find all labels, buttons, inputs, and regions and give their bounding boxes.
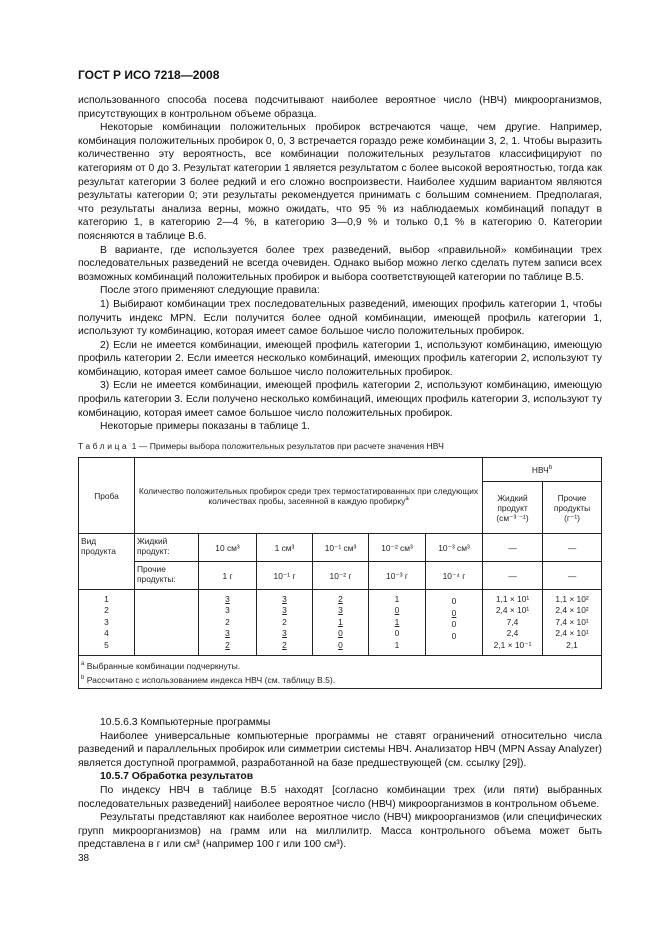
- other-label: Прочие продукты:: [135, 562, 199, 590]
- amount-cell: 10⁻³ г: [369, 562, 426, 590]
- count-column: [313, 590, 369, 656]
- amount-cell: —: [483, 534, 543, 562]
- amount-cell: —: [543, 562, 602, 590]
- amount-cell: —: [543, 534, 602, 562]
- document-header: ГОСТ Р ИСО 7218—2008: [78, 68, 220, 82]
- cell-value: 7,4 × 10¹: [555, 616, 589, 627]
- body-text-top: [78, 94, 602, 434]
- amount-cell: 1 см³: [257, 534, 313, 562]
- paragraph: 2) Если не имеется комбинации, имеющей профиль категории 1, используют комбинацию, имеющую профиль категории 2. Если имеется несколько комбинаций, имеющих профиль категории 2, используют ту комбинацию, которая имеет самое большое число положительных пробирок.: [78, 339, 602, 378]
- cell-value: 1: [394, 639, 400, 650]
- empty-cell: [135, 590, 199, 656]
- cell-value: 3: [282, 605, 287, 616]
- cell-value: 4: [104, 628, 109, 639]
- cell-value: 3: [338, 605, 343, 616]
- cell-value: 2: [225, 616, 230, 627]
- paragraph: использованного способа посева подсчитывают наиболее вероятное число (НВЧ) микроорганизмов, присутствующих в контрольном объеме образца.: [78, 95, 602, 120]
- footnote-b: Рассчитано с использованием индекса НВЧ (см. таблицу В.5).: [86, 674, 336, 685]
- caption-text: 1 — Примеры выбора положительных результатов при расчете значения НВЧ: [129, 441, 444, 451]
- header-other: Прочие продукты (г⁻¹): [543, 482, 602, 534]
- cell-value: 1,1 × 10²: [555, 593, 589, 604]
- cell-value: 0: [338, 628, 343, 639]
- caption-prefix: Таблица: [78, 441, 130, 451]
- cell-value: 1: [338, 616, 343, 627]
- paragraph: После этого применяют следующие правила:: [100, 285, 320, 297]
- cell-value: 3: [225, 628, 230, 639]
- cell-value: 2: [104, 605, 109, 616]
- sample-numbers: [79, 590, 135, 656]
- section-heading: 10.5.7 Обработка результатов: [100, 771, 254, 783]
- cell-value: 1: [394, 593, 400, 604]
- paragraph: В варианте, где используется более трех разведений, выбор «правильной» комбинации трех последовательных разведений не всегда очевиден. Однако выбор можно легко сделать путем записи всех возможных комбинаций положительных пробирок и выбора соответствующей категории по таблице В.5.: [78, 244, 602, 283]
- cell-value: 2: [282, 616, 287, 627]
- amount-cell: 10 см³: [199, 534, 257, 562]
- mpn-other-column: [543, 590, 602, 656]
- section-heading: 10.5.6.3 Компьютерные программы: [100, 717, 271, 728]
- paragraph: Результаты представляют как наиболее вероятное число (НВЧ) микроорганизмов (или специфических групп микроорганизмов) на грамм или на миллилитр. Масса контрольного объема может быть представлена в г или см³ (например 100 г или 100 см³).: [78, 812, 602, 851]
- amount-cell: 10⁻¹ г: [257, 562, 313, 590]
- amount-cell: 10⁻⁴ г: [426, 562, 483, 590]
- amount-cell: —: [483, 562, 543, 590]
- page-number: 38: [78, 853, 90, 864]
- footnote-a: Выбранные комбинации подчеркнуты.: [86, 660, 241, 671]
- cell-value: 0: [451, 619, 457, 629]
- cell-value: 0: [394, 605, 400, 616]
- paragraph: 1) Выбирают комбинации трех последовательных разведений, имеющих профиль категории 1, чтобы получить индекс MPN. Если получится более одной комбинации, имеющей профиль категории 1, используют ту комбинацию, которая имеет самое большое число положительных пробирок.: [78, 298, 602, 338]
- body-text-bottom: [78, 716, 602, 852]
- cell-value: 5: [104, 639, 109, 650]
- paragraph: Наиболее универсальные компьютерные программы не ставят ограничений относительно числа разведений и параллельных пробирок или симметрии системы НВЧ. Анализатор НВЧ (MPN Assay Analyzer) является доступной программой, разработанной на базе предшествующей (см. ссылку [29]).: [78, 730, 602, 769]
- table-caption: [78, 441, 444, 451]
- amount-cell: 10⁻³ см³: [426, 534, 483, 562]
- cell-value: 2,1 × 10⁻¹: [493, 639, 532, 650]
- count-column: [199, 590, 257, 656]
- header-mpn: НВЧ$^b$: [483, 458, 602, 482]
- cell-value: 2: [282, 639, 287, 650]
- count-column: [257, 590, 313, 656]
- cell-value: 3: [225, 593, 230, 604]
- cell-value: 1: [104, 593, 109, 604]
- cell-value: 2,1: [566, 639, 578, 650]
- cell-value: 0: [451, 596, 457, 606]
- cell-value: 0: [338, 639, 343, 650]
- cell-value: 0: [451, 607, 457, 618]
- cell-value: 2,4 × 10²: [555, 605, 589, 616]
- cell-value: 7,4: [506, 616, 519, 627]
- header-count: Количество положительных пробирок среди трех термостатированных при следующих количествах пробы, засеянной в каждую пробирку$^a$: [135, 458, 483, 534]
- cell-value: 0: [394, 628, 400, 639]
- amount-cell: 10⁻¹ см³: [313, 534, 369, 562]
- cell-value: 3: [282, 628, 287, 639]
- cell-value: 1: [394, 616, 400, 627]
- header-liquid: Жидкий продукт (см⁻³ ⁻¹): [483, 482, 543, 534]
- amount-cell: 10⁻² г: [313, 562, 369, 590]
- cell-value: 2,4: [506, 628, 519, 639]
- paragraph: По индексу НВЧ в таблице В.5 находят [согласно комбинации трех (или пяти) выбранных последовательных разведений] наиболее вероятное число (НВЧ) микроорганизмов в контрольном объеме.: [78, 784, 602, 810]
- cell-value: 2,4 × 10¹: [555, 628, 589, 639]
- cell-value: 2,4 × 10¹: [495, 605, 530, 616]
- paragraph: Некоторые примеры показаны в таблице 1.: [100, 421, 310, 433]
- cell-value: 2: [338, 593, 343, 604]
- cell-value: 3: [104, 616, 109, 627]
- count-column: [426, 590, 483, 656]
- header-sample: Проба: [79, 458, 135, 534]
- amount-cell: 1 г: [199, 562, 257, 590]
- count-column: [369, 590, 426, 656]
- cell-value: 3: [282, 593, 287, 604]
- cell-value: 2: [225, 639, 230, 650]
- product-type-label: Вид продукта: [79, 534, 135, 590]
- cell-value: 1,1 × 10¹: [495, 593, 530, 604]
- liquid-label: Жидкий продукт:: [135, 534, 199, 562]
- paragraph: Некоторые комбинации положительных пробирок встречаются чаще, чем другие. Например, комбинация положительных пробирок 0, 0, 3 встречается гораздо реже комбинации 3, 2, 1. Чтобы выразить количественно эту вероятность, все комбинации положительных результатов классифицируют по категориям от 0 до 3. Результат категории 1 является результатом с более высокой вероятностью, тогда как результат категории 3 более редкий и его сложно воспроизвести. Наиболее худшим вариантом являются результаты категории 0; эти результаты рекомендуется принимать с большим сомнением. Предполагая, что результаты анализа верны, можно ожидать, что 95 % из наблюдаемых комбинаций попадут в категорию 1, в категорию 2—4 %, в категорию 3—0,9 % и только 0,1 % в категорию 0. Категории поясняются в таблице В.6.: [78, 122, 602, 242]
- paragraph: 3) Если не имеется комбинации, имеющей профиль категории 2, используют комбинацию, имеющую профиль категории 3. Если получено несколько комбинаций, имеющих профиль категории 3, используют ту комбинацию, которая имеет самое большое число положительных пробирок.: [78, 380, 602, 419]
- cell-value: 0: [451, 630, 457, 641]
- mpn-liquid-column: [483, 590, 543, 656]
- examples-table: [78, 457, 602, 689]
- table-footnotes: $^a$ Выбранные комбинации подчеркнуты. $^b$ Рассчитано с использованием индекса НВЧ (см. таблицу В.5).: [79, 656, 602, 689]
- cell-value: 3: [225, 605, 230, 616]
- amount-cell: 10⁻² см³: [369, 534, 426, 562]
